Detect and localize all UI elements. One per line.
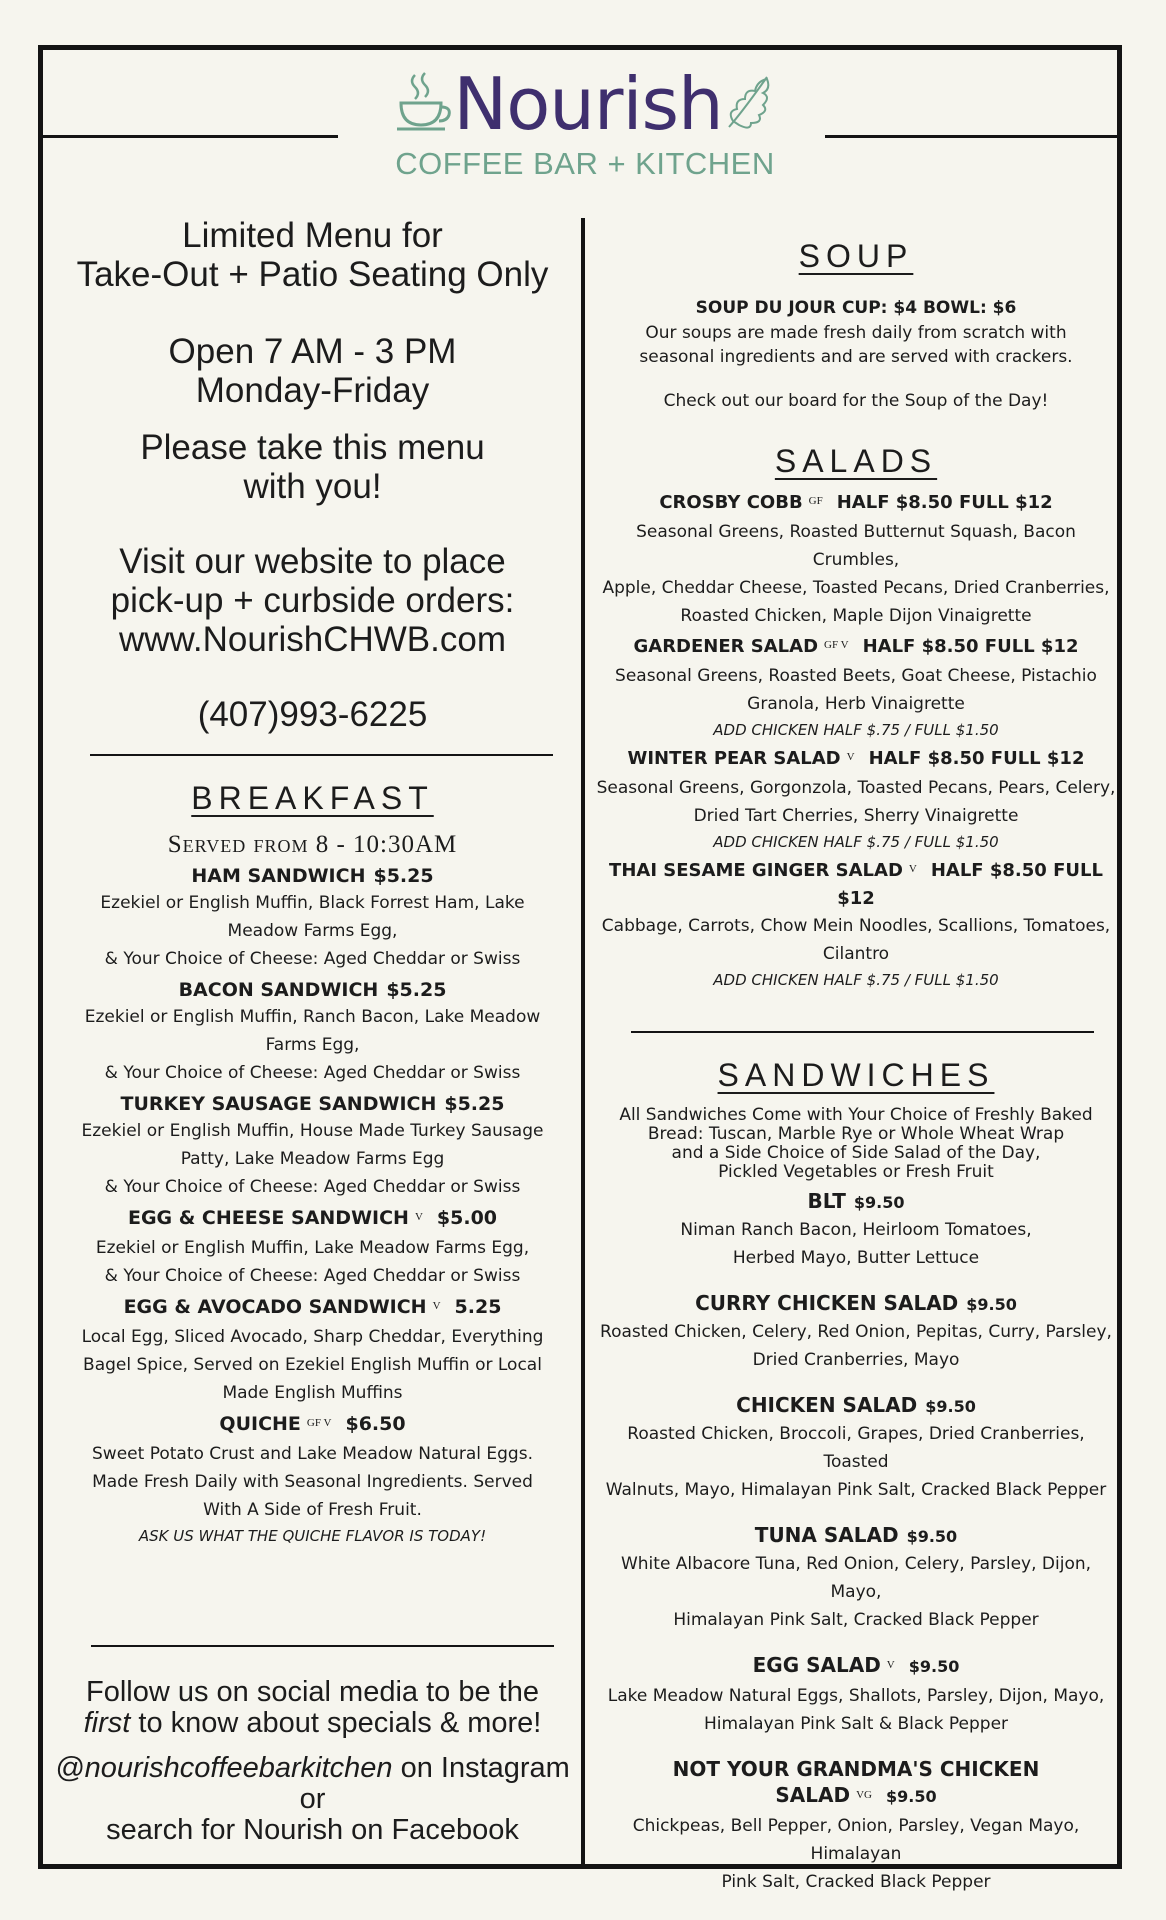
menu-item-note: ADD CHICKEN HALF $.75 / FULL $1.50 [713,721,999,739]
menu-item-price: $5.25 [444,1093,505,1115]
menu-item [596,634,1116,742]
menu-item-name: NOT YOUR GRANDMA'S CHICKEN SALAD [672,1757,1040,1807]
menu-item-name-line [50,1205,575,1234]
logo [390,64,780,194]
menu-item-price: $5.25 [373,865,434,887]
menu-item [596,1392,1116,1504]
menu-item-name: THAI SESAME GINGER SALAD [609,860,903,881]
menu-item-description: & Your Choice of Cheese: Aged Cheddar or Swiss [104,1177,521,1197]
soup-description [596,321,1116,369]
menu-item-price: $9.50 [925,1397,976,1416]
social-line2-rest: to know about specials & more! [130,1707,542,1739]
menu-item-price: $5.00 [436,1207,498,1229]
soup-title: SOUP [798,238,914,274]
menu-item-price: $9.50 [966,1295,1017,1314]
left-rule-2 [91,1645,554,1647]
diet-tags: V [908,863,917,875]
menu-item [596,746,1116,854]
header-rule-right [825,135,1120,138]
menu-item-description: Apple, Cheddar Cheese, Toasted Pecans, Dried Cranberries, [602,578,1110,598]
menu-item-price: $6.50 [345,1413,406,1435]
menu-item-description: & Your Choice of Cheese: Aged Cheddar or Swiss [104,949,521,969]
sandwiches-section [596,1057,1116,1900]
header-rule-left [40,135,338,138]
menu-item [596,1652,1116,1738]
visit-line2: pick-up + curbside orders: [110,581,515,620]
menu-item-description: Cabbage, Carrots, Chow Mein Noodles, Scallions, Tomatoes, [601,916,1111,936]
salads-section [596,443,1116,996]
menu-item-description: With A Side of Fresh Fruit. [203,1500,422,1520]
menu-item-name-line [596,858,1116,912]
menu-item-name: CURRY CHICKEN SALAD [695,1291,959,1315]
sandwiches-intro [596,1106,1116,1182]
menu-item-description: Dried Cranberries, Mayo [752,1350,960,1370]
sandwiches-title: SANDWICHES [717,1057,995,1093]
menu-item-name: EGG & CHEESE SANDWICH [127,1207,409,1229]
diet-tags: V [432,1300,441,1312]
menu-item-name-line [596,1652,1116,1682]
menu-item-name-line [596,1522,1116,1550]
menu-item-name-line [50,977,575,1003]
social-line1: Follow us on social media to be the [86,1676,539,1708]
menu-item [50,1294,575,1407]
sandwiches-intro-line: and a Side Choice of Side Salad of the Day, [671,1143,1041,1163]
menu-item-name-line [50,1411,575,1440]
social-line2 [45,1708,580,1739]
column-divider [581,218,585,1868]
soup-header: SOUP DU JOUR CUP: $4 BOWL: $6 [695,298,1017,318]
menu-item-name-line [596,1392,1116,1420]
diet-tags: GF V [824,639,849,651]
menu-item-description: Patty, Lake Meadow Farms Egg [180,1149,445,1169]
menu-item [596,858,1116,992]
menu-item-description: Niman Ranch Bacon, Heirloom Tomatoes, [680,1220,1032,1240]
menu-item-description: Sweet Potato Crust and Lake Meadow Natural Eggs. [92,1444,533,1464]
menu-item [50,1411,575,1548]
brand-name: Nourish [453,62,723,146]
brand-subtitle: COFFEE BAR + KITCHEN [395,146,775,181]
menu-item-description: Farms Egg, [265,1035,360,1055]
take-menu-line2: with you! [243,467,382,506]
menu-item [596,490,1116,630]
menu-item-note: ADD CHICKEN HALF $.75 / FULL $1.50 [713,833,999,851]
diet-tags: GF V [306,1417,332,1429]
visit-line1: Visit our website to place [119,542,506,581]
sandwiches-intro-line: All Sandwiches Come with Your Choice of Freshly Baked [619,1105,1093,1125]
breakfast-served-time: Served from 8 - 10:30AM [167,831,458,858]
coffee-cup-icon [395,71,453,137]
soup-description-line: Our soups are made fresh daily from scratch with [645,323,1067,343]
menu-item-name-line [50,863,575,889]
menu-item-name: GARDENER SALAD [633,636,819,657]
menu-item-price: $9.50 [906,1527,958,1546]
menu-item-description: Ezekiel or English Muffin, Lake Meadow Farms Egg, [95,1238,530,1258]
menu-item-description: Ezekiel or English Muffin, Ranch Bacon, Lake Meadow [84,1007,541,1027]
menu-item-description: White Albacore Tuna, Red Onion, Celery, Parsley, Dijon, Mayo, [620,1554,1092,1602]
diet-tags: V [846,751,855,763]
hours-line1: Open 7 AM - 3 PM [168,332,457,371]
salad-items [596,490,1116,992]
menu-item-description: & Your Choice of Cheese: Aged Cheddar or Swiss [104,1266,521,1286]
diet-tags: GF [808,495,823,507]
menu-item [50,1091,575,1201]
hours-line2: Monday-Friday [195,371,430,410]
website-link[interactable]: www.NourishCHWB.com [119,620,506,659]
menu-item-description: Meadow Farms Egg, [227,921,398,941]
limited-menu-line2: Take-Out + Patio Seating Only [76,255,549,294]
menu-item-price: HALF $8.50 FULL $12 [868,748,1085,769]
menu-item-price: HALF $8.50 FULL $12 [862,636,1079,657]
menu-item-description: Himalayan Pink Salt & Black Pepper [703,1714,1009,1734]
social-section [45,1677,580,1846]
menu-item-price: HALF $8.50 FULL $12 [836,492,1053,513]
menu-item-description: Roasted Chicken, Celery, Red Onion, Pepitas, Curry, Parsley, [600,1322,1112,1342]
menu-item-note: ADD CHICKEN HALF $.75 / FULL $1.50 [713,971,999,989]
diet-tags: V [886,1659,895,1671]
menu-item-description: Seasonal Greens, Roasted Beets, Goat Cheese, Pistachio [615,666,1097,686]
menu-item [596,1756,1116,1896]
menu-item-description: Bagel Spice, Served on Ezekiel English Muffin or Local [83,1355,542,1375]
diet-tags: V [414,1211,423,1223]
menu-item-description: Walnuts, Mayo, Himalayan Pink Salt, Cracked Black Pepper [605,1480,1107,1500]
or-text: or [299,1783,326,1815]
phone-number[interactable]: (407)993-6225 [197,695,428,734]
sandwich-items [596,1188,1116,1896]
menu-item-description: Roasted Chicken, Maple Dijon Vinaigrette [680,606,1032,626]
menu-item-name-line [596,1290,1116,1318]
menu-item-description: Granola, Herb Vinaigrette [747,694,965,714]
menu-item-description: Pink Salt, Cracked Black Pepper [721,1872,991,1892]
menu-item-description: Made English Muffins [222,1383,403,1403]
breakfast-title: BREAKFAST [191,780,434,816]
breakfast-items [50,863,575,1548]
salads-title: SALADS [774,443,938,479]
instagram-line [45,1753,580,1784]
menu-item-name-line [596,1188,1116,1216]
menu-item-description: Dried Tart Cherries, Sherry Vinaigrette [693,806,1019,826]
oak-leaf-icon [723,71,775,137]
menu-item-price: $9.50 [908,1657,960,1676]
menu-item [596,1188,1116,1272]
diet-tags: VG [856,1789,872,1801]
soup-section [596,238,1116,413]
menu-item-price: HALF $8.50 FULL $12 [837,860,1103,909]
menu-item-name-line [596,490,1116,518]
menu-item-description: Made Fresh Daily with Seasonal Ingredients. Served [92,1472,533,1492]
menu-item [50,863,575,973]
menu-item-name: TURKEY SAUSAGE SANDWICH [120,1093,437,1115]
menu-item-description: Chickpeas, Bell Pepper, Onion, Parsley, Vegan Mayo, Himalayan [632,1816,1080,1864]
menu-item-name: BLT [807,1189,846,1213]
menu-item-description: Local Egg, Sliced Avocado, Sharp Cheddar, Everything [81,1327,544,1347]
menu-item-name: BACON SANDWICH [178,979,379,1001]
menu-item-description: & Your Choice of Cheese: Aged Cheddar or Swiss [104,1063,521,1083]
menu-item-note: ASK US WHAT THE QUICHE FLAVOR IS TODAY! [138,1527,487,1545]
menu-item-description: Lake Meadow Natural Eggs, Shallots, Parsley, Dijon, Mayo, [607,1686,1105,1706]
menu-item-description: Cilantro [822,944,890,964]
menu-item-name-line [50,1294,575,1323]
menu-item-name: WINTER PEAR SALAD [627,748,841,769]
menu-item-name: CROSBY COBB [659,492,803,513]
menu-item-name: EGG SALAD [752,1653,881,1677]
sandwiches-intro-line: Pickled Vegetables or Fresh Fruit [718,1162,994,1182]
menu-item-description: Seasonal Greens, Roasted Butternut Squash, Bacon Crumbles, [636,522,1076,570]
menu-item-description: Herbed Mayo, Butter Lettuce [732,1248,980,1268]
menu-item-description: Seasonal Greens, Gorgonzola, Toasted Pecans, Pears, Celery, [596,778,1116,798]
menu-item-name-line [596,634,1116,662]
instagram-handle[interactable]: @nourishcoffeebarkitchen [55,1752,393,1784]
menu-item [50,977,575,1087]
menu-item [50,1205,575,1290]
menu-item-name-line [596,746,1116,774]
menu-item-description: Ezekiel or English Muffin, Black Forrest Ham, Lake [100,893,525,913]
sandwiches-intro-line: Bread: Tuscan, Marble Rye or Whole Wheat Wrap [647,1124,1065,1144]
menu-item-name: TUNA SALAD [754,1523,899,1547]
menu-item [596,1290,1116,1374]
instagram-rest: on Instagram [392,1752,570,1784]
soup-description-line: seasonal ingredients and are served with crackers. [639,347,1073,367]
menu-item-description: Roasted Chicken, Broccoli, Grapes, Dried Cranberries, Toasted [627,1424,1085,1472]
menu-item-name-line [50,1091,575,1117]
info-section [50,216,575,734]
facebook-line: search for Nourish on Facebook [106,1814,519,1846]
right-rule [631,1031,1094,1033]
menu-item-name-line [596,1756,1116,1812]
menu-item [596,1522,1116,1634]
menu-item-description: Ezekiel or English Muffin, House Made Turkey Sausage [81,1121,544,1141]
menu-item-price: $9.50 [886,1787,937,1806]
limited-menu-line1: Limited Menu for [182,216,443,255]
soup-board-note: Check out our board for the Soup of the Day! [663,391,1049,411]
menu-item-description: Himalayan Pink Salt, Cracked Black Pepper [673,1610,1039,1630]
menu-item-name: QUICHE [219,1413,301,1435]
left-rule-1 [90,754,553,756]
menu-item-name: CHICKEN SALAD [736,1393,918,1417]
menu-item-name: EGG & AVOCADO SANDWICH [123,1296,427,1318]
menu-item-price: $5.25 [386,979,447,1001]
social-first-word: first [83,1707,131,1739]
take-menu-line1: Please take this menu [140,428,485,467]
menu-item-name: HAM SANDWICH [191,865,366,887]
menu-item-price: 5.25 [454,1296,502,1318]
breakfast-section [50,780,575,1552]
menu-item-price: $9.50 [853,1193,905,1212]
